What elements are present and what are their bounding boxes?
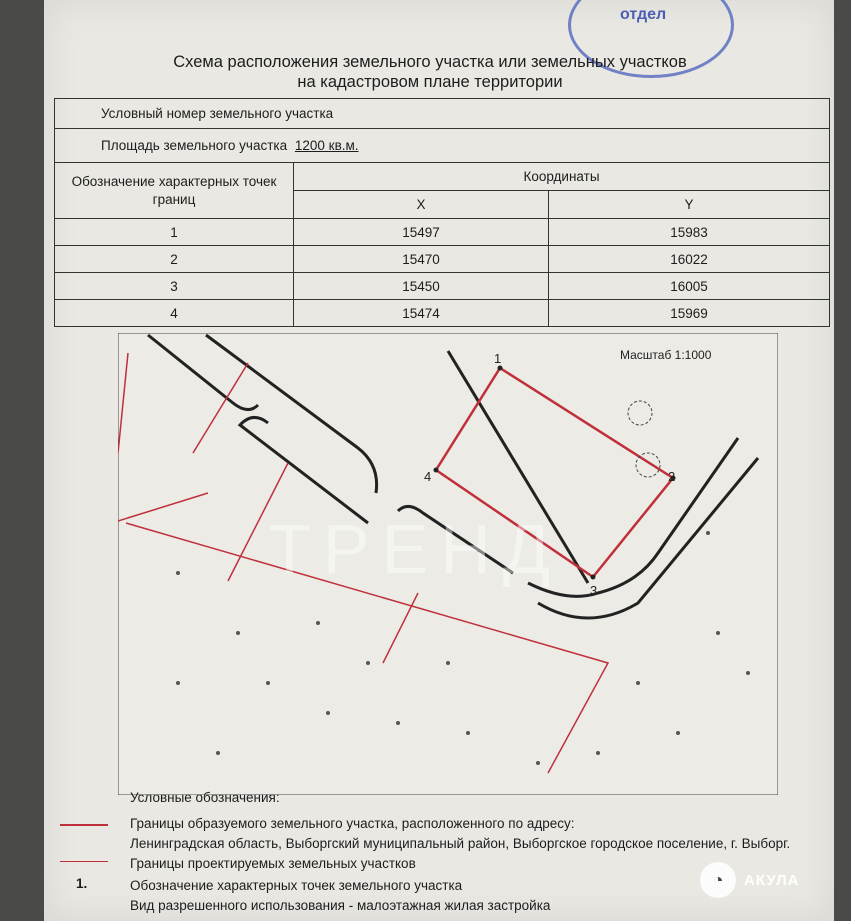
point-label-1: 1 (494, 351, 502, 366)
point-label-2: 2 (668, 469, 676, 484)
legend-header: Условные обозначения: (130, 790, 280, 805)
legend-item-1: Границы образуемого земельного участка, расположенного по адресу: (130, 816, 575, 831)
scale-label: Масштаб 1:1000 (620, 348, 712, 362)
point-4 (434, 468, 439, 473)
point-cell: 4 (55, 300, 294, 327)
area-value: 1200 кв.м. (294, 138, 359, 153)
watermark-text: ТРЕНД (268, 510, 563, 588)
x-cell: 15474 (294, 300, 549, 327)
conditional-number-label: Условный номер земельного участка (55, 99, 830, 129)
legend-item-2: Границы проектируемых земельных участков (130, 856, 416, 871)
brand-name: АКУЛА (744, 871, 800, 889)
cadastral-plan (118, 333, 778, 795)
x-cell: 15450 (294, 273, 549, 300)
points-header: Обозначение характерных точек границ (55, 163, 294, 219)
x-header: X (294, 191, 549, 219)
x-cell: 15470 (294, 246, 549, 273)
brand-watermark (700, 862, 799, 898)
title-line-1: Схема расположения земельного участка или земельных участков (173, 53, 687, 71)
coordinates-table (54, 98, 830, 327)
point-cell: 3 (55, 273, 294, 300)
legend-item-3: Обозначение характерных точек земельного участка (130, 878, 463, 893)
point-3 (591, 575, 596, 580)
point-1 (498, 366, 503, 371)
y-cell: 16022 (549, 246, 830, 273)
point-symbol: 1. (76, 876, 88, 891)
brand-logo-icon: ◔ (700, 862, 736, 898)
area-label: Площадь земельного участка (101, 138, 288, 153)
point-label-4: 4 (424, 469, 432, 484)
legend-item-4: Вид разрешенного использования - малоэтажная жилая застройка (130, 898, 551, 913)
stamp-text: отдел (620, 6, 667, 23)
x-cell: 15497 (294, 219, 549, 246)
parcel-boundary-symbol (60, 824, 108, 826)
legend-address: Ленинградская область, Выборгский муниципальный район, Выборгское городское поселение, г. Выборг. (130, 836, 791, 851)
y-cell: 15969 (549, 300, 830, 327)
y-header: Y (549, 191, 830, 219)
title-line-2: на кадастровом плане территории (297, 73, 563, 91)
y-cell: 15983 (549, 219, 830, 246)
document-title (150, 52, 710, 92)
coords-header: Координаты (294, 163, 830, 191)
area-row (55, 129, 830, 163)
point-label-3: 3 (590, 583, 598, 598)
project-boundary-symbol (60, 861, 108, 862)
y-cell: 16005 (549, 273, 830, 300)
point-cell: 2 (55, 246, 294, 273)
point-cell: 1 (55, 219, 294, 246)
